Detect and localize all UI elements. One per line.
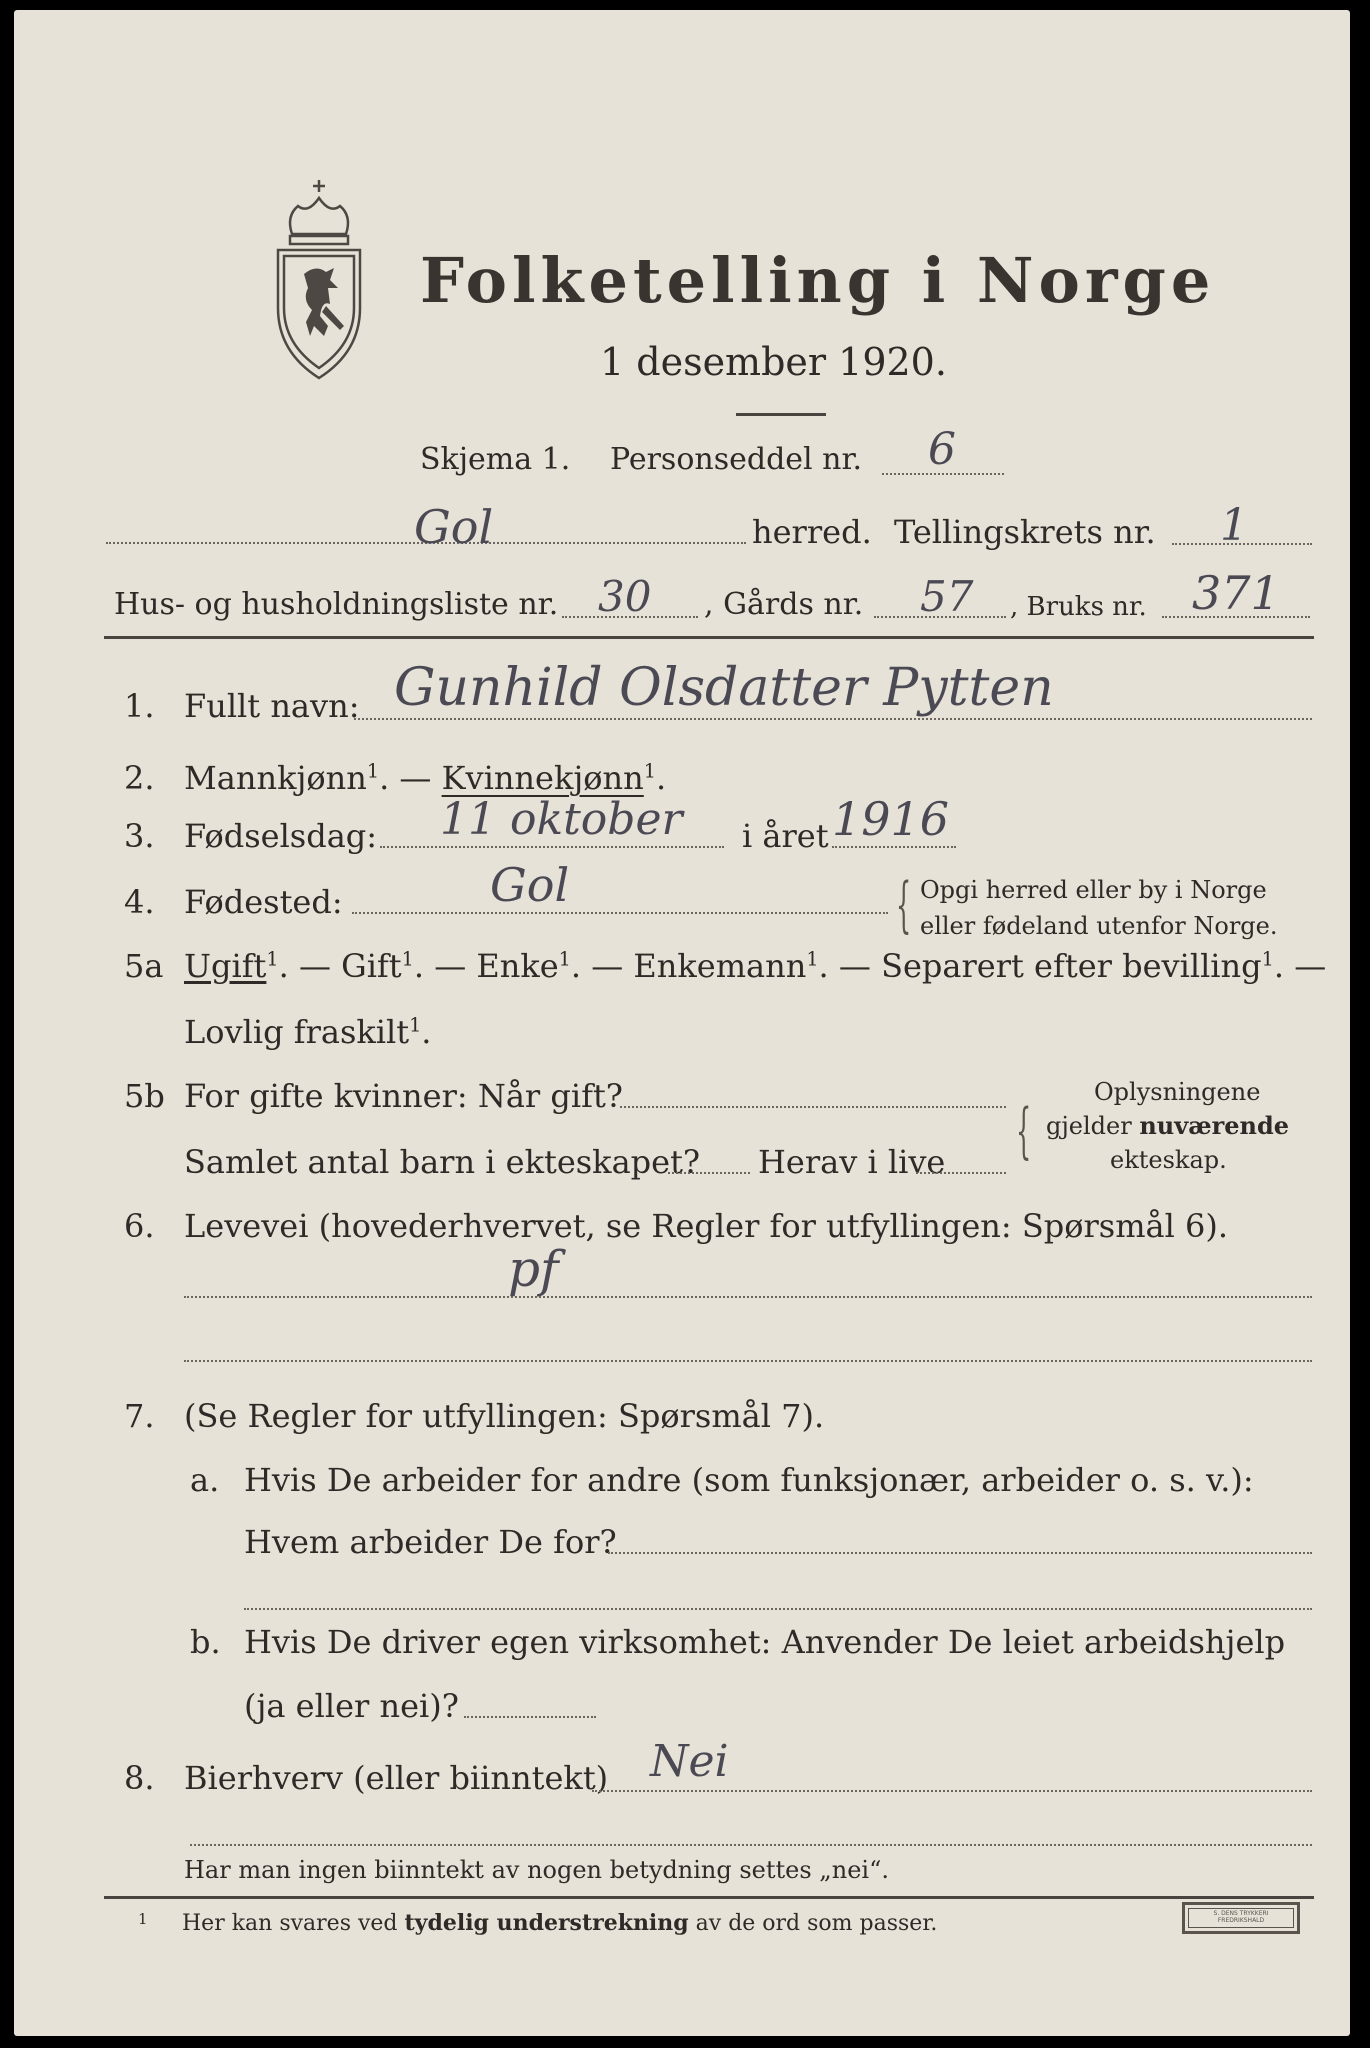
side-income-field[interactable] <box>592 1790 1312 1792</box>
tellingskrets-label: Tellingskrets nr. <box>894 513 1156 551</box>
birthplace-field[interactable] <box>352 912 888 914</box>
option-separert[interactable]: Separert efter bevilling <box>881 947 1262 985</box>
marriage-note-brace: { <box>1016 1096 1032 1166</box>
married-when-field[interactable] <box>620 1106 1006 1108</box>
personseddel-label: Personseddel nr. <box>610 442 863 477</box>
children-total-label: Samlet antal barn i ekteskapet? <box>184 1143 701 1181</box>
birthdate-label: Fødselsdag: <box>184 817 378 855</box>
birth-year-value: 1916 <box>832 792 950 846</box>
q1-number: 1. <box>124 687 155 725</box>
bruks-value: 371 <box>1192 566 1280 620</box>
occupation-label: Levevei (hovederhvervet, se Regler for utfyllingen: Spørsmål 6). <box>184 1207 1229 1245</box>
option-fraskilt[interactable]: Lovlig fraskilt <box>184 1013 410 1051</box>
schema-label: Skjema 1. <box>420 442 571 477</box>
personseddel-value: 6 <box>928 424 956 475</box>
q6-number: 6. <box>124 1207 155 1245</box>
birthplace-value: Gol <box>490 858 570 912</box>
children-alive-label: Herav i live <box>758 1143 946 1181</box>
occupation-value: pf <box>508 1240 559 1298</box>
occupation-field-2[interactable] <box>184 1360 1312 1362</box>
header-rule <box>104 636 1314 639</box>
printer-stamp: S. DENS TRYKKERI FREDRIKSHALD <box>1182 1902 1300 1934</box>
husholdningsliste-label: Hus- og husholdningsliste nr. <box>114 587 559 622</box>
footer-rule <box>104 1896 1314 1899</box>
option-ugift[interactable]: Ugift <box>184 947 267 985</box>
birth-year-label: i året <box>742 817 829 855</box>
children-total-field[interactable] <box>668 1172 750 1174</box>
q7-number: 7. <box>124 1397 155 1435</box>
gards-value: 57 <box>920 572 974 621</box>
q4-number: 4. <box>124 883 155 921</box>
norwegian-coat-of-arms-icon <box>264 176 374 386</box>
tellingskrets-value: 1 <box>1220 500 1248 551</box>
full-name-label: Fullt navn: <box>184 687 360 725</box>
q7-label: (Se Regler for utfyllingen: Spørsmål 7). <box>184 1397 825 1435</box>
male-option[interactable]: Mannkjønn <box>184 759 367 797</box>
employer-label: Hvem arbeider De for? <box>244 1523 617 1561</box>
q7b-letter: b. <box>190 1623 221 1661</box>
form-title: Folketelling i Norge <box>420 244 1216 317</box>
employer-field-2[interactable] <box>244 1608 1312 1610</box>
marriage-note-line1: Oplysningene <box>1094 1078 1261 1106</box>
q7a-letter: a. <box>190 1461 220 1499</box>
side-income-value: Nei <box>650 1736 729 1787</box>
birthplace-note-line2: eller fødeland utenfor Norge. <box>920 912 1278 940</box>
herred-label: herred. <box>752 513 872 551</box>
option-enkemann[interactable]: Enkemann <box>633 947 807 985</box>
q5b-number: 5b <box>124 1077 165 1115</box>
occupation-field-1[interactable] <box>184 1296 1312 1298</box>
birthplace-note-line1: Opgi herred eller by i Norge <box>920 876 1267 904</box>
gender-options: Mannkjønn$^1$. — Kvinnekjønn$^1$. <box>184 759 667 797</box>
marriage-note-line2: gjelder nuværende <box>1046 1111 1290 1140</box>
q3-number: 3. <box>124 817 155 855</box>
title-divider <box>736 413 826 416</box>
husholdningsliste-value: 30 <box>598 572 652 621</box>
female-option[interactable]: Kvinnekjønn <box>441 759 644 797</box>
marital-status-options: Ugift$^1$. — Gift$^1$. — Enke$^1$. — Enkemann$^1$. — Separert efter bevilling$^1$. — <box>184 947 1327 985</box>
footnote-text: Her kan svares ved tydelig understrekning av de ord som passer. <box>182 1910 938 1936</box>
q5a-number: 5a <box>124 947 164 985</box>
marriage-note-line3: ekteskap. <box>1110 1146 1227 1174</box>
herred-value: Gol <box>414 500 494 554</box>
employer-field-1[interactable] <box>608 1552 1312 1554</box>
q8-number: 8. <box>124 1759 155 1797</box>
side-income-label: Bierhverv (eller biinntekt) <box>184 1759 609 1797</box>
q7a-line1: Hvis De arbeider for andre (som funksjonær, arbeider o. s. v.): <box>244 1461 1254 1499</box>
birthplace-label: Fødested: <box>184 883 343 921</box>
bruks-label: , Bruks nr. <box>1010 592 1147 622</box>
footnote-mark: 1 <box>138 1910 148 1928</box>
side-income-note: Har man ingen biinntekt av nogen betydning settes „nei“. <box>184 1856 889 1884</box>
q2-number: 2. <box>124 759 155 797</box>
hired-help-field[interactable] <box>464 1716 596 1718</box>
gards-label: , Gårds nr. <box>704 587 864 622</box>
children-alive-field[interactable] <box>916 1172 1006 1174</box>
census-form <box>14 10 1350 2036</box>
q7b-line1: Hvis De driver egen virksomhet: Anvender De leiet arbeidshjelp <box>244 1623 1286 1661</box>
census-date: 1 desember 1920. <box>600 340 947 384</box>
birth-year-field[interactable] <box>832 846 956 848</box>
hired-help-label: (ja eller nei)? <box>244 1687 459 1725</box>
option-fraskilt-line: Lovlig fraskilt$^1$. <box>184 1013 432 1051</box>
birthdate-value: 11 oktober <box>440 794 683 845</box>
full-name-field[interactable] <box>354 718 1312 720</box>
option-gift[interactable]: Gift <box>341 947 402 985</box>
birthdate-field[interactable] <box>380 846 724 848</box>
option-enke[interactable]: Enke <box>476 947 559 985</box>
birthplace-note-brace: { <box>896 870 912 940</box>
married-when-label: For gifte kvinner: Når gift? <box>184 1077 623 1115</box>
side-income-separator <box>190 1844 1312 1846</box>
full-name-value: Gunhild Olsdatter Pytten <box>394 658 1054 718</box>
